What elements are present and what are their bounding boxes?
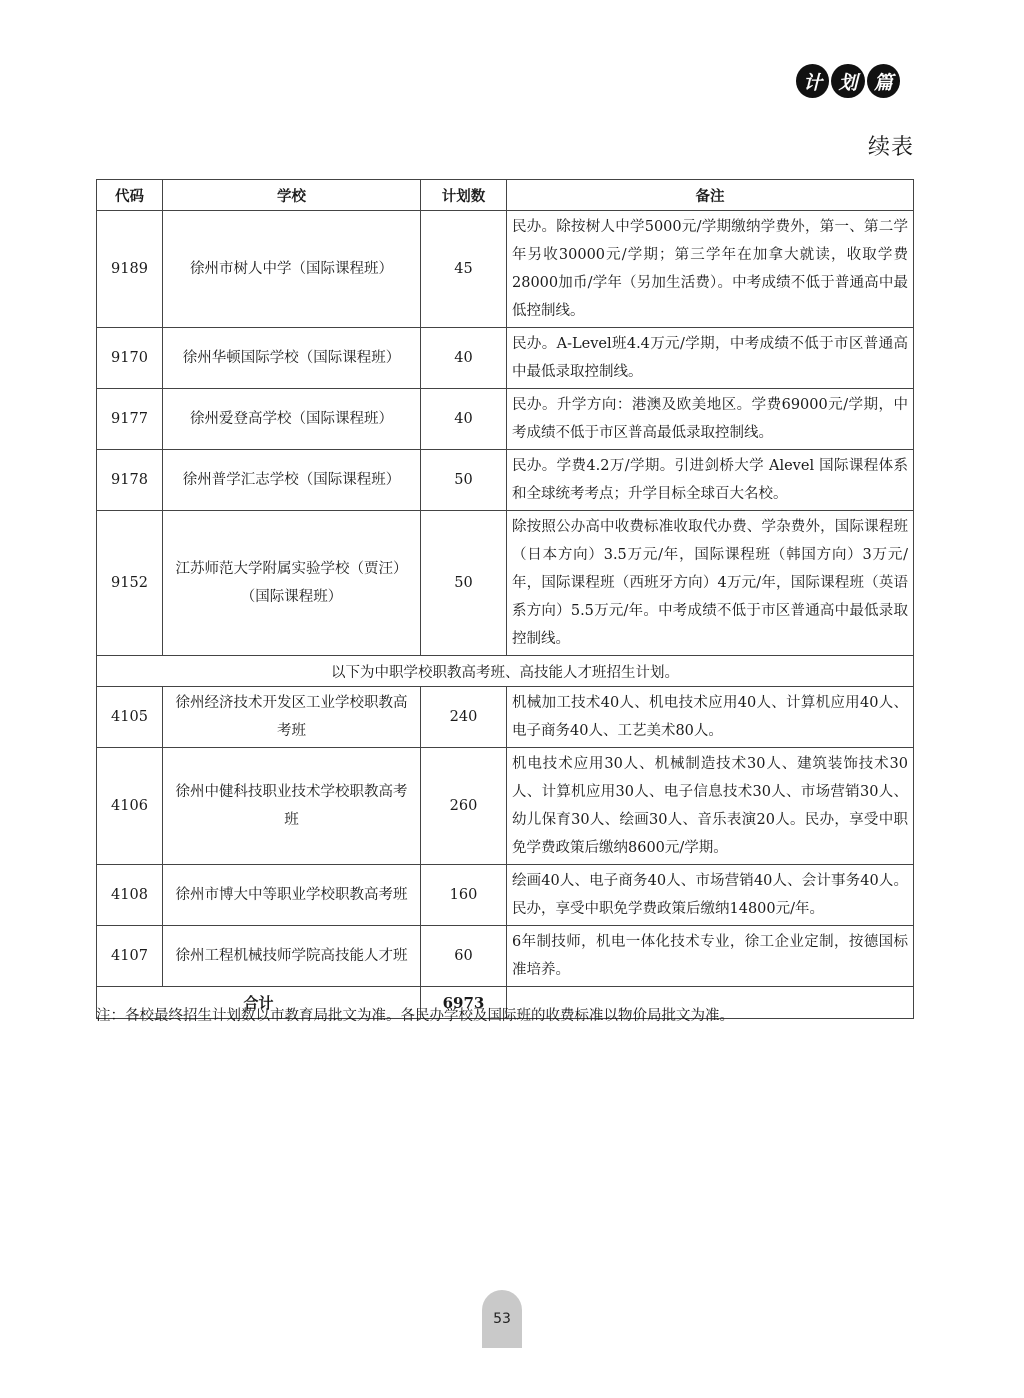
footnote: 注：各校最终招生计划数以市教育局批文为准。各民办学校及国际班的收费标准以物价局批文为准。 [96, 1008, 734, 1024]
row-plan: 60 [421, 926, 507, 987]
badge-char-1: 计 [796, 64, 829, 98]
total-value: 6973 [421, 987, 507, 1019]
header-school: 学校 [163, 180, 421, 211]
row-school: 江苏师范大学附属实验学校（贾汪）（国际课程班） [163, 511, 421, 656]
row-note: 民办。A-Level班4.4万元/学期，中考成绩不低于市区普通高中最低录取控制线。 [507, 328, 914, 389]
table-row [97, 865, 914, 926]
row-plan: 45 [421, 211, 507, 328]
page-number: 53 [493, 1311, 511, 1327]
row-plan: 40 [421, 328, 507, 389]
row-code: 9177 [97, 389, 163, 450]
header-note: 备注 [507, 180, 914, 211]
row-note: 民办。除按树人中学5000元/学期缴纳学费外，第一、第二学年另收30000元/学期；第三学年在加拿大就读，收取学费28000加币/学年（另加生活费）。中考成绩不低于普通高中最低控制线。 [507, 211, 914, 328]
row-code: 4106 [97, 748, 163, 865]
section-badge [796, 64, 900, 102]
row-note: 机电技术应用30人、机械制造技术30人、建筑装饰技术30人、计算机应用30人、电子信息技术30人、市场营销30人、幼儿保育30人、绘画30人、音乐表演20人。民办，享受中职免学费政策后缴纳8600元/学期。 [507, 748, 914, 865]
row-school: 徐州市博大中等职业学校职教高考班 [163, 865, 421, 926]
page-number-tab [482, 1290, 522, 1348]
table-header-row [97, 180, 914, 211]
row-plan: 240 [421, 687, 507, 748]
row-school: 徐州经济技术开发区工业学校职教高考班 [163, 687, 421, 748]
table-row [97, 211, 914, 328]
row-school: 徐州工程机械技师学院高技能人才班 [163, 926, 421, 987]
row-note: 机械加工技术40人、机电技术应用40人、计算机应用40人、电子商务40人、工艺美术80人。 [507, 687, 914, 748]
row-note: 民办。学费4.2万/学期。引进剑桥大学 Alevel 国际课程体系和全球统考考点；升学目标全球百大名校。 [507, 450, 914, 511]
table-row [97, 748, 914, 865]
row-code: 4107 [97, 926, 163, 987]
row-plan: 50 [421, 450, 507, 511]
enrollment-table [96, 179, 914, 1019]
row-note: 绘画40人、电子商务40人、市场营销40人、会计事务40人。民办，享受中职免学费政策后缴纳14800元/年。 [507, 865, 914, 926]
table-row [97, 926, 914, 987]
header-code: 代码 [97, 180, 163, 211]
row-note: 除按照公办高中收费标准收取代办费、学杂费外，国际课程班（日本方向）3.5万元/年，国际课程班（韩国方向）3万元/年，国际课程班（西班牙方向）4万元/年，国际课程班（英语系方向）5.5万元/年。中考成绩不低于市区普通高中最低录取控制线。 [507, 511, 914, 656]
row-school: 徐州普学汇志学校（国际课程班） [163, 450, 421, 511]
row-school: 徐州中健科技职业技术学校职教高考班 [163, 748, 421, 865]
total-label: 合计 [97, 987, 421, 1019]
table-row [97, 450, 914, 511]
table-row [97, 511, 914, 656]
table-row [97, 687, 914, 748]
row-code: 9189 [97, 211, 163, 328]
row-plan: 160 [421, 865, 507, 926]
row-code: 9152 [97, 511, 163, 656]
badge-char-3: 篇 [867, 64, 900, 98]
row-plan: 50 [421, 511, 507, 656]
section-note: 以下为中职学校职教高考班、高技能人才班招生计划。 [97, 656, 914, 687]
row-note: 6年制技师，机电一体化技术专业，徐工企业定制，按德国标准培养。 [507, 926, 914, 987]
row-code: 9178 [97, 450, 163, 511]
row-code: 4108 [97, 865, 163, 926]
row-school: 徐州爱登高学校（国际课程班） [163, 389, 421, 450]
row-note: 民办。升学方向：港澳及欧美地区。学费69000元/学期，中考成绩不低于市区普高最低录取控制线。 [507, 389, 914, 450]
continued-label: 续表 [867, 135, 914, 160]
row-plan: 260 [421, 748, 507, 865]
row-code: 9170 [97, 328, 163, 389]
row-code: 4105 [97, 687, 163, 748]
row-plan: 40 [421, 389, 507, 450]
table-row [97, 389, 914, 450]
row-school: 徐州华顿国际学校（国际课程班） [163, 328, 421, 389]
table-row [97, 328, 914, 389]
badge-char-2: 划 [831, 64, 864, 98]
row-school: 徐州市树人中学（国际课程班） [163, 211, 421, 328]
section-divider-row [97, 656, 914, 687]
header-plan: 计划数 [421, 180, 507, 211]
